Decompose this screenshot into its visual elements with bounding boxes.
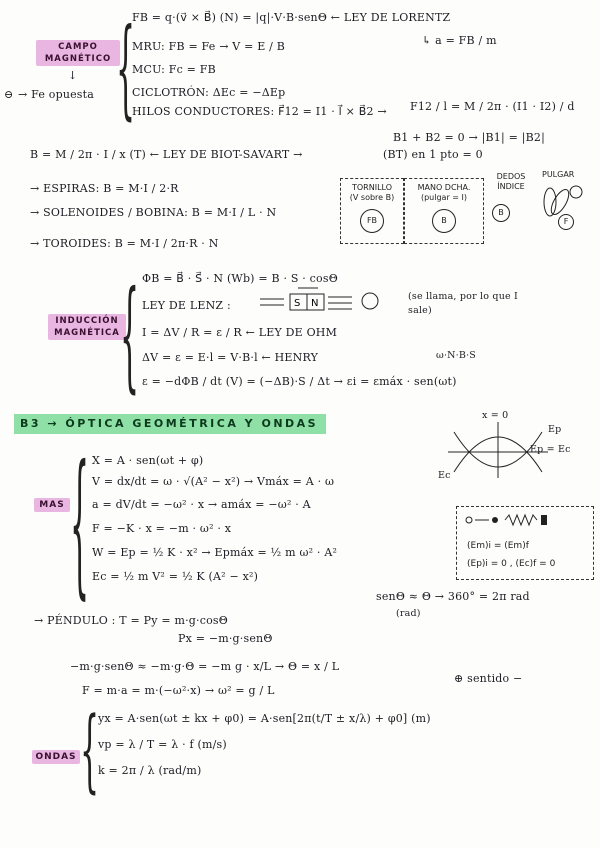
pendulo-note: senΘ ≈ Θ → 360° = 2π rad	[376, 590, 530, 603]
henry-eq: ΔV = ε = E·l = V·B·l ← HENRY	[142, 351, 319, 364]
label-induccion: INDUCCIÓN MAGNÉTICA	[48, 314, 126, 340]
b-symbol-icon: B	[492, 204, 510, 222]
f-symbol-icon: F	[558, 214, 574, 230]
mas-eq-2: V = dx/dt = ω · √(A² − x²) → Vmáx = A · ω	[92, 475, 335, 488]
magnet-coil-icon	[260, 285, 380, 315]
label-mas: MAS	[34, 498, 70, 512]
arrow-down-icon: ↓	[68, 69, 78, 82]
mas-eq-4: F = −K · x = −m · ω² · x	[92, 522, 232, 535]
energy-ec: Ec	[438, 470, 451, 481]
spring-energy-box: (Em)i = (Em)f (Ep)i = 0 , (Ec)f = 0	[456, 506, 594, 580]
field-symbol-icon: B	[432, 209, 456, 233]
brace-mas: {	[70, 436, 90, 618]
svg-text:S: S	[294, 298, 301, 309]
mas-eq-3: a = dV/dt = −ω² · x → amáx = −ω² · A	[92, 498, 311, 511]
hand-rule-icon	[530, 180, 590, 230]
lorentz-law: FB = q·(v⃗ × B⃗) (N) = |q|·V·B·senΘ ← LEY DE LORENTZ	[132, 11, 451, 24]
toroides-eq: → TOROIDES: B = M·I / 2π·R · N	[30, 237, 219, 250]
brace-induccion: {	[120, 268, 140, 408]
energy-ep: Ep	[548, 424, 562, 435]
biot-result-2: (BT) en 1 pto = 0	[383, 148, 483, 161]
ciclotron-eq: CICLOTRÓN: ΔEc = −ΔEp	[132, 86, 286, 99]
energy-x0: x = 0	[482, 410, 509, 421]
ondas-eq-3: k = 2π / λ (rad/m)	[98, 764, 202, 777]
energy-equal: Ep = Ec	[530, 444, 571, 455]
pendulo-omega: F = m·a = m·(−ω²·x) → ω² = g / L	[82, 684, 275, 697]
solenoides-eq: → SOLENOIDES / BOBINA: B = M·I / L · N	[30, 206, 277, 219]
ondas-eq-1: yx = A·sen(ωt ± kx + φ0) = A·sen[2π(t/T ± x/λ) + φ0] (m)	[98, 712, 431, 725]
force-symbol-icon: FB	[360, 209, 384, 233]
mru-eq: MRU: FB = Fe → V = E / B	[132, 40, 286, 53]
sentido-note: ⊕ sentido −	[454, 672, 523, 685]
rule-box-tornillo: TORNILLO (V sobre B) FB	[340, 178, 404, 244]
opposite-force-note: → Fe opuesta	[18, 88, 95, 101]
lorentz-accel: ↳ a = FB / m	[422, 34, 497, 47]
rule-box-mano: MANO DCHA. (pulgar = I) B	[404, 178, 484, 244]
faraday-eq: ε = −dΦB / dt (V) = (−ΔB)·S / Δt → εi = εmáx · sen(ωt)	[142, 375, 457, 388]
mas-eq-5: W = Ep = ½ K · x² → Epmáx = ½ m ω² · A²	[92, 546, 338, 559]
pendulo-note-unit: (rad)	[396, 608, 421, 619]
mas-eq-1: X = A · sen(ωt + φ)	[92, 454, 204, 467]
ondas-eq-2: vp = λ / T = λ · f (m/s)	[98, 738, 227, 751]
biot-result-1: B1 + B2 = 0 → |B1| = |B2|	[393, 131, 545, 144]
lenz-label: LEY DE LENZ :	[142, 299, 231, 312]
negative-charge-icon: ⊖	[4, 88, 14, 101]
spring-icon	[465, 513, 575, 527]
ohm-eq: I = ΔV / R = ε / R ← LEY DE OHM	[142, 326, 338, 339]
biot-savart-eq: B = M / 2π · I / x (T) ← LEY DE BIOT-SAVART →	[30, 148, 303, 161]
svg-text:N: N	[311, 298, 319, 309]
rule-box-dedos: DEDOS ÍNDICE PULGAR B F	[484, 170, 592, 242]
lenz-note: (se llama, por lo que I sale)	[408, 291, 519, 316]
brace-ondas: {	[80, 700, 100, 805]
pendulo-eq-1: → PÉNDULO : T = Py = m·g·cosΘ	[34, 614, 228, 627]
flujo-eq: ΦB = B⃗ · S⃗ · N (Wb) = B · S · cosΘ	[142, 272, 338, 285]
faraday-note: ω·N·B·S	[436, 350, 477, 361]
section-title-optica: B3 → ÓPTICA GEOMÉTRICA Y ONDAS	[14, 414, 326, 434]
espiras-eq: → ESPIRAS: B = M·I / 2·R	[30, 182, 179, 195]
label-ondas: ONDAS	[32, 750, 80, 764]
pendulo-approx: −m·g·senΘ ≈ −m·g·Θ = −m g · x/L → Θ = x / L	[70, 660, 340, 673]
mas-eq-6: Ec = ½ m V² = ½ K (A² − x²)	[92, 570, 259, 583]
hilos-result: F12 / l = M / 2π · (I1 · I2) / d	[410, 100, 575, 113]
pendulo-eq-2: Px = −m·g·senΘ	[178, 632, 273, 645]
mcu-eq: MCU: Fc = FB	[132, 63, 216, 76]
hilos-eq: HILOS CONDUCTORES: F⃗12 = I1 · l⃗ × B⃗2 →	[132, 105, 387, 118]
brace-campo: {	[116, 8, 136, 134]
label-campo-magnetico: CAMPO MAGNÉTICO	[36, 40, 120, 66]
